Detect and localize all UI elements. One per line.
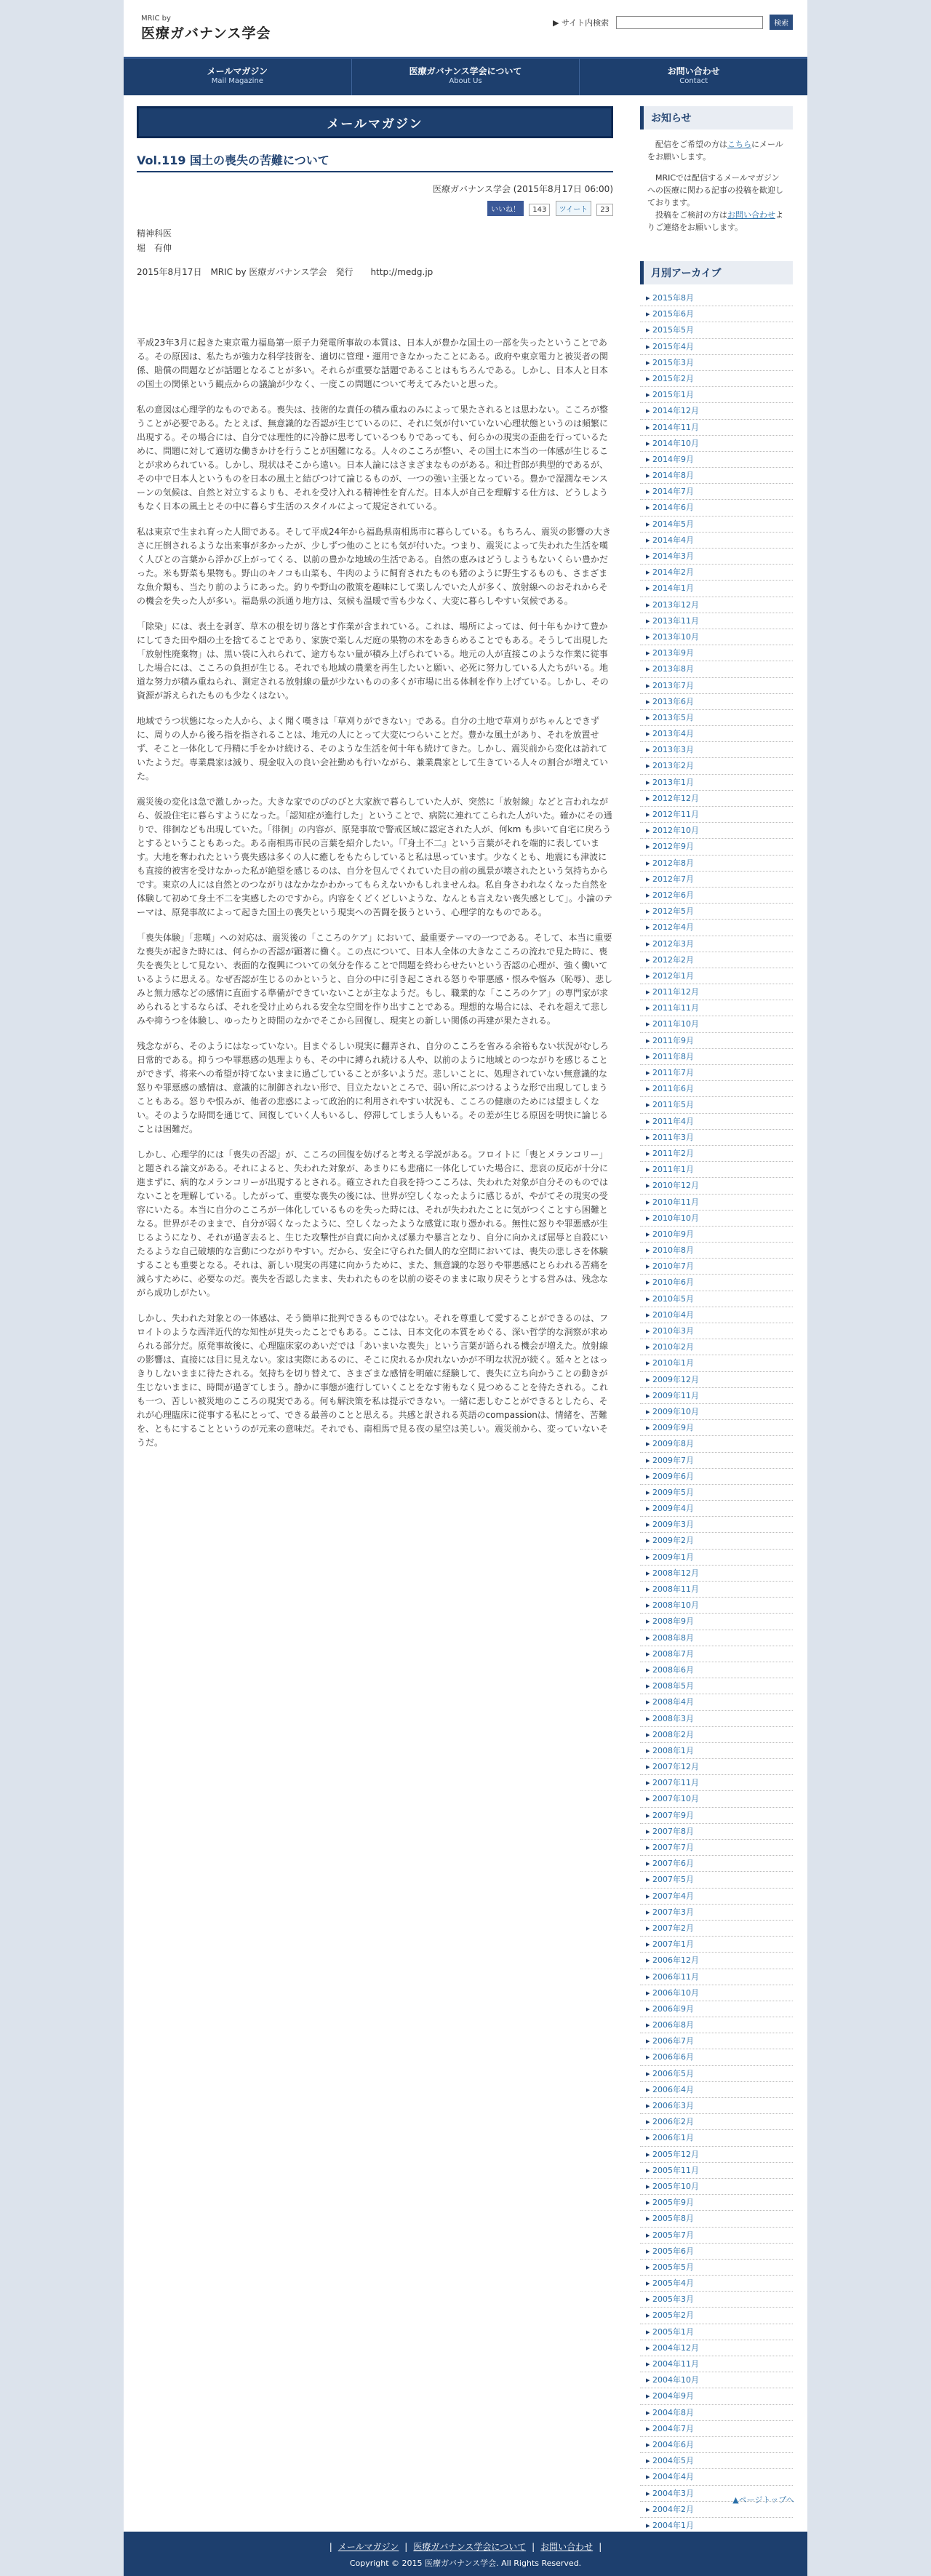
archive-link[interactable]: ▸ 2010年11月: [640, 1195, 793, 1211]
archive-link[interactable]: ▸ 2015年2月: [640, 371, 793, 387]
archive-link[interactable]: ▸ 2012年4月: [640, 920, 793, 936]
archive-link[interactable]: ▸ 2006年11月: [640, 1969, 793, 1985]
archive-link[interactable]: ▸ 2007年10月: [640, 1791, 793, 1807]
archive-link[interactable]: ▸ 2005年6月: [640, 2244, 793, 2260]
archive-link[interactable]: ▸ 2007年1月: [640, 1937, 793, 1953]
archive-link[interactable]: ▸ 2006年9月: [640, 2001, 793, 2017]
notice-text: MRICでは配信するメールマガジンへの医療に関わる記事の投稿を歓迎しております。: [647, 173, 783, 207]
archive-link[interactable]: ▸ 2012年10月: [640, 823, 793, 839]
nav-item-about[interactable]: [352, 59, 580, 95]
archive-link[interactable]: ▸ 2010年4月: [640, 1307, 793, 1323]
archive-link[interactable]: ▸ 2012年11月: [640, 807, 793, 823]
archive-link[interactable]: ▸ 2005年7月: [640, 2228, 793, 2244]
archive-link[interactable]: ▸ 2012年3月: [640, 936, 793, 952]
archive-link[interactable]: ▸ 2009年5月: [640, 1485, 793, 1501]
nav-item-label: お問い合わせ: [667, 66, 720, 76]
tweet-button[interactable]: ツイート: [556, 201, 592, 216]
archive-link[interactable]: ▸ 2007年9月: [640, 1808, 793, 1824]
archive-link[interactable]: ▸ 2011年5月: [640, 1097, 793, 1113]
article-paragraph: 残念ながら、そのようにはなっていない。目まぐるしい現実に翻弄され、自分のこころを省みる余裕もない状況がむしろ日常的である。抑うつや罪悪感の処理よりも、その中に縛られ続ける人や、以前のように地域とのつながりを感じることができず、将来への希望が持てないままに過ごしていることが多いようだ。悲しいことに、処理されていない無意識的な怒りや罪悪感の感情は、意識的に制御されない形で、目立たないところで、弱い所にぶつけるような形で出現してしまうこともある。怒りや恨みが、他者の悲惑によって政治的に利用されやすい状況も、こころの健康のためには望ましくない。そのような時間を通じて、回復していく人もいるし、停滞してしまう人もいる。その差が生じる原因を明快に論じることは困難だ。: [137, 1041, 609, 1134]
archive-link[interactable]: ▸ 2013年11月: [640, 613, 793, 629]
notice-block: [640, 129, 793, 242]
archive-link[interactable]: ▸ 2008年4月: [640, 1694, 793, 1710]
nav-item-label: メールマガジン: [207, 66, 268, 76]
archive-link[interactable]: ▸ 2014年8月: [640, 468, 793, 484]
archive-link[interactable]: ▸ 2006年1月: [640, 2130, 793, 2146]
archive-link[interactable]: ▸ 2011年6月: [640, 1081, 793, 1097]
archive-link[interactable]: ▸ 2008年10月: [640, 1598, 793, 1614]
footer-link-mail-magazine[interactable]: メールマガジン: [337, 2542, 399, 2552]
article-paragraph: 私の意図は心理学的なものである。喪失は、技術的な責任の積み重ねのみによって果たされるとは思わない。こころが整うことが必要である。たとえば、無意識的な否認が生じているのに、それに気が付いていない心理状態というのは頻繁に出現する。その場合には、自分では理性的に冷静に思考しているつもりであっても、何らかの現実の歪曲を行っているために、問題に対して適切な働きかけを行うことが困難になる。人々のこころが整い、その国土に本当の一体感が生じることが求められている。しかし、現状はそこから遠い。日本人論にはさまざまなものがある。和辻哲郎が典型的であるが、その中で日本人というものを日本の風土と結びつけて論じるものが、一つの強い主張となっている。豊かで湿潤なモンスーンの気候は、自然と対立するよりも、それを受け入れる精神性を育んだ。日本人が自己を理解する仕方は、どうしようもなく日本の風土とその中に暮らす生活のスタイルによって規定されている。: [137, 404, 609, 511]
archive-link[interactable]: ▸ 2007年12月: [640, 1759, 793, 1775]
archive-link[interactable]: ▸ 2004年1月: [640, 2518, 793, 2534]
archive-link[interactable]: ▸ 2014年4月: [640, 533, 793, 549]
notice-contact: [647, 209, 786, 234]
nav-item-contact[interactable]: [580, 59, 807, 95]
notice-text: 配信をご希望の方は: [655, 140, 727, 149]
notice-text: よりご連絡をお願いします。: [647, 210, 783, 232]
archive-link[interactable]: ▸ 2009年9月: [640, 1420, 793, 1436]
archive-link[interactable]: ▸ 2004年6月: [640, 2437, 793, 2453]
archive-link[interactable]: ▸ 2013年1月: [640, 775, 793, 791]
nav-item-mail-magazine[interactable]: [124, 59, 352, 95]
archive-link[interactable]: ▸ 2014年10月: [640, 436, 793, 452]
archive-link[interactable]: ▸ 2008年12月: [640, 1566, 793, 1582]
archive-link[interactable]: ▸ 2012年12月: [640, 791, 793, 807]
nav-item-sublabel: Mail Magazine: [211, 77, 263, 85]
search-button[interactable]: 検索: [770, 15, 793, 30]
archive-link[interactable]: ▸ 2007年2月: [640, 1921, 793, 1937]
archive-link[interactable]: ▸ 2008年8月: [640, 1630, 793, 1646]
archive-link[interactable]: ▸ 2008年6月: [640, 1662, 793, 1678]
logo-title: 医療ガバナンス学会: [141, 25, 271, 41]
archive-link[interactable]: ▸ 2008年3月: [640, 1711, 793, 1727]
archive-link[interactable]: ▸ 2005年9月: [640, 2195, 793, 2211]
archive-link[interactable]: ▸ 2015年1月: [640, 387, 793, 403]
notice-heading: お知らせ: [640, 106, 793, 129]
archive-link[interactable]: ▸ 2015年6月: [640, 306, 793, 322]
archive-link[interactable]: ▸ 2013年5月: [640, 710, 793, 726]
archive-link[interactable]: ▸ 2009年7月: [640, 1453, 793, 1469]
copyright: Copyright © 2015 医療ガバナンス学会. All Rights Reserved.: [349, 2559, 582, 2568]
archive-link[interactable]: ▸ 2012年7月: [640, 872, 793, 888]
archive-link[interactable]: ▸ 2011年2月: [640, 1146, 793, 1162]
nav-item-sublabel: Contact: [679, 77, 708, 85]
archive-link[interactable]: ▸ 2009年8月: [640, 1436, 793, 1452]
archive-link[interactable]: ▸ 2011年8月: [640, 1049, 793, 1065]
nav-item-sublabel: About Us: [449, 77, 482, 85]
archive-link[interactable]: ▸ 2004年5月: [640, 2453, 793, 2469]
article-paragraph: 私は東京で生まれ育った人間である。そして平成24年から福島県南相馬市に暮らしている。もちろん、震災の影響の大きさに圧倒されるような出来事が多かったが、少しずつ他のことにも気が付いた。つまり、震災によって失われた生活を嘆く人びとの言葉から浮かび上がってくる、以前の豊かな地域の生活である。自然の恵みはどうしようもないくらい豊かだった。米も野菜も果物も。野山のキノコも山菜も、牛肉のように飼育されたものも猪のように野生するものも、さまざまな魚介類も、当たり前のようにあった。釣りや野山の散策を趣味にして楽しんでいた人が多く、放射線へのおそれからその機会を失った人が多い。福島県の浜通り地方は、気候も温暖で雪も少なく、大変に暮らしやすい気候である。: [137, 527, 611, 606]
footer-links: | メールマガジン | 医療ガバナンス学会について | お問い合わせ |: [329, 2542, 602, 2552]
archive-link[interactable]: ▸ 2015年3月: [640, 355, 793, 371]
article-paragraph: 地域でうつ状態になった人から、よく聞く嘆きは「草刈りができない」である。自分の土地で草刈りがちゃんとできずに、周りの人から後ろ指を指されることは、地元の人にとって大変につらいことだ。豊かな風土があり、それを放置せず、そこと一体化して丹精に手をかけ続ける、そのような生活を何十年も続けてきた。しかし、震災前から変化は訪れていたようだ。専業農家は減り、現金収入の良い会社勤めも行いながら、兼業農家として生きている人々の割合が増えていた。: [137, 716, 609, 781]
footer-link-contact[interactable]: お問い合わせ: [540, 2542, 594, 2552]
article-body: [137, 336, 613, 1450]
notice-text: にメールをお願いします。: [647, 140, 783, 162]
subscribe-link[interactable]: こちら: [727, 140, 751, 149]
archive-link[interactable]: ▸ 2007年7月: [640, 1840, 793, 1856]
archive-link[interactable]: ▸ 2005年10月: [640, 2179, 793, 2195]
archive-link[interactable]: ▸ 2006年2月: [640, 2114, 793, 2130]
search-label: ▶ サイト内検索: [553, 17, 610, 28]
archive-link[interactable]: ▸ 2012年2月: [640, 952, 793, 968]
like-count: 143: [529, 204, 550, 216]
archive-link[interactable]: ▸ 2008年7月: [640, 1646, 793, 1662]
search-input[interactable]: [616, 16, 763, 29]
archive-link[interactable]: ▸ 2014年1月: [640, 581, 793, 597]
archive-link[interactable]: ▸ 2015年5月: [640, 322, 793, 338]
archive-link[interactable]: ▸ 2007年3月: [640, 1905, 793, 1921]
archive-link[interactable]: ▸ 2013年8月: [640, 661, 793, 677]
article-paragraph: 平成23年3月に起きた東京電力福島第一原子力発電所事故の本質は、日本人が豊かな国土の一部を失ったということである。その原因は、私たちが強力な科学技術を、適切に管理・運用できなかったことにある。政府や東京電力と被災者の関係、賠償の問題などが話題となることが多い。それらが重要な話題であることはもちろんである。しかし、日本人と日本の国土の関係という観点からの議論が少なく、一度この問題について考えてみたいと思った。: [137, 338, 609, 389]
author-name: 堀 有伸: [137, 243, 172, 253]
social-buttons: [137, 201, 613, 216]
archive-link[interactable]: ▸ 2008年9月: [640, 1614, 793, 1630]
archive-link[interactable]: ▸ 2005年11月: [640, 2163, 793, 2179]
archive-link[interactable]: ▸ 2014年9月: [640, 452, 793, 468]
archive-link[interactable]: ▸ 2011年1月: [640, 1162, 793, 1178]
notice-submission: [647, 172, 786, 209]
notice-text: 投稿をご検討の方は: [655, 210, 727, 220]
archive-link[interactable]: ▸ 2008年5月: [640, 1678, 793, 1694]
archive-link[interactable]: ▸ 2004年10月: [640, 2372, 793, 2388]
archive-link[interactable]: ▸ 2005年8月: [640, 2211, 793, 2227]
archive-link[interactable]: ▸ 2005年2月: [640, 2308, 793, 2324]
archive-link[interactable]: ▸ 2013年7月: [640, 678, 793, 694]
archive-link[interactable]: ▸ 2010年6月: [640, 1275, 793, 1291]
article-paragraph: しかし、心理学的には「喪失の否認」が、こころの回復を妨げると考える学説がある。フロイトに「喪とメランコリー」と題される論文がある。それによると、失われた対象が、あまりにも悲痛に一体化していた場合に、悲哀の反応が十分に進まずに、病的なメランコリーが出現するとされる。確立された自我を持つこころは、失われた対象が自分そのものではないことを理解している。したがって、重要な喪失の後には、世界が空しくなったように感じるが、やがてその現実の受容にいたる。本当に自分のこころが一体化しているものを失った時には、それが失われたことに気がつくことすら困難となる。世界がそのままで、自分が弱くなったように、空しくなったような感覚に取り憑かれる。無性に怒りや罪悪感が生じるようになり、それが過ぎ去ると、生じた攻撃性が自責に向かえば暴力や暴言となり、自分に向かえば屈辱と自殺にいたるような自己破壊的な言動につながりやすい。だから、安全に守られた個人的な空間においては、喪失の悲しさを体験することも重要となる。それは、新しい現実の再建に向かうために、また、無意識的な怒りや罪悪感にとらわれる苦痛を減らすために、必要なのだ。喪失を否認したまま、失われたものを以前の姿そのままに取り戻そうとする営みは、残念ながら成功しがたい。: [137, 1149, 609, 1298]
archive-link[interactable]: ▸ 2011年7月: [640, 1065, 793, 1081]
archive-link[interactable]: ▸ 2009年12月: [640, 1372, 793, 1388]
page-top-link[interactable]: ▲ページトップへ: [732, 2495, 794, 2505]
archive-link[interactable]: ▸ 2010年5月: [640, 1291, 793, 1307]
archive-link[interactable]: ▸ 2014年7月: [640, 484, 793, 500]
archive-link[interactable]: ▸ 2012年6月: [640, 888, 793, 904]
article-meta: 医療ガバナンス学会 (2015年8月17日 06:00): [432, 184, 613, 194]
archive-link[interactable]: ▸ 2010年9月: [640, 1227, 793, 1243]
tweet-count: 23: [596, 204, 613, 216]
site-search: [553, 15, 793, 30]
author-role: 精神科医: [137, 228, 172, 239]
archive-link[interactable]: ▸ 2012年9月: [640, 839, 793, 855]
article-dateline: 2015年8月17日 MRIC by 医療ガバナンス学会 発行 http://medg.jp: [137, 267, 433, 277]
page: [124, 0, 807, 2576]
archive-link[interactable]: ▸ 2004年4月: [640, 2469, 793, 2485]
article-paragraph: 「除染」には、表土を剥ぎ、草木の根を切り落とす作業が含まれている。これは、場所によっては、何十年もかけて豊かにしてきた田や畑の土を捨てることであり、家族で楽しんだ庭の果物の木をあきらめることでもある。そうして出現した「放射性廃棄物」は、黒い袋に入れられて、途方もない量が積み上げられている。地元の人が直接このような作業に従事した場合には、こころの負担が生じる。それでも地域の農業を再生したいと願い、必死に努力している人たちがいる。地道な努力が積み重ねられ、測定される放射線の量が少ないものの多くが市場に出る体制を作り上げている。しかし、その資源が訴えられたものも少なくはない。: [137, 621, 609, 701]
article-paragraph: 震災後の変化は急で激しかった。大きな家でのびのびと大家族で暮らしていた人が、突然に「放射線」などと言われながら、仮設住宅に暮らすようになった。「認知症が進行した」ということで、病院に連れてこられた人がいた。確かにその通りで、徘徊なども出現していた。「徘徊」の内容が、原発事故で警戒区域に認定された人が、何km も歩いて自宅に戻ろうとするということもあった。ある南相馬市民の言葉を紹介したい。「『身土不二』という言葉がそれを端的に表しています。大地を奪われたという喪失感は多くの人に癒しをもたらしていると私は思っています。少なくとも、地震にも津波にも直接的被害を受けなかった私が絶望を感じるのは、自分を包んでくれていた目の前の風景が壊されたという気持ちからです。東京の人には自然とのつながりはなかなかわかってもらえないかもしれませんね。私自身さわれなくなった自然を体験して初めて身土不二を実感したのですから。内容をくどくどしいような、なんとも言えない喪失感として」。小論のテーマは、原発事故によって起きた国土の喪失という現実への苦闘を扱うという、心理学的なものである。: [137, 797, 613, 917]
author-block: [137, 226, 613, 255]
archive-link[interactable]: ▸ 2009年4月: [640, 1501, 793, 1517]
contact-link[interactable]: お問い合わせ: [727, 210, 775, 220]
archive-link[interactable]: ▸ 2008年11月: [640, 1582, 793, 1598]
site-logo[interactable]: [141, 15, 271, 42]
archive-link[interactable]: ▸ 2008年1月: [640, 1743, 793, 1759]
archive-link[interactable]: ▸ 2005年3月: [640, 2292, 793, 2308]
archive-link[interactable]: ▸ 2013年12月: [640, 597, 793, 613]
archive-link[interactable]: ▸ 2010年10月: [640, 1211, 793, 1227]
archive-link[interactable]: ▸ 2011年11月: [640, 1000, 793, 1016]
archive-link[interactable]: ▸ 2010年2月: [640, 1339, 793, 1355]
archive-link[interactable]: ▸ 2004年2月: [640, 2502, 793, 2518]
archive-link[interactable]: ▸ 2004年9月: [640, 2388, 793, 2404]
archive-heading: 月別アーカイブ: [640, 261, 793, 284]
archive-link[interactable]: ▸ 2006年4月: [640, 2082, 793, 2098]
archive-link[interactable]: ▸ 2005年12月: [640, 2147, 793, 2163]
header: [124, 0, 807, 57]
archive-link[interactable]: ▸ 2013年2月: [640, 758, 793, 774]
archive-link[interactable]: ▸ 2010年1月: [640, 1355, 793, 1371]
archive-link[interactable]: ▸ 2011年10月: [640, 1016, 793, 1032]
archive-link[interactable]: ▸ 2009年2月: [640, 1533, 793, 1549]
archive-link[interactable]: ▸ 2013年4月: [640, 726, 793, 742]
archive-link[interactable]: ▸ 2006年10月: [640, 1985, 793, 2001]
archive-link[interactable]: ▸ 2009年1月: [640, 1550, 793, 1566]
archive-link[interactable]: ▸ 2011年12月: [640, 984, 793, 1000]
archive-link[interactable]: ▸ 2005年4月: [640, 2276, 793, 2292]
article-paragraph: しかし、失われた対象との一体感は、そう簡単に批判できるものではない。それを尊重して愛することができるのは、フロイトのような西洋近代的な知性が見失ったことでもある。ここは、日本文化の本質をめぐる、深い哲学的な洞察が求められる部分だ。原発事故後に、心理臨床家のあいだでは「あいまいな喪失」という言葉が語られる機会が増えた。放射線の影響は、直接には目に見えない。家は実際にあるのに、そこに戻れるか戻れないかが不明な状況が続く。延々ととはっきりしないままに待たされる。気持ちを切り替えて、さまざまな感情を明確に経験して、喪失に立ち向かうことの動きが生じないままに、時間が過ぎてしまう。静かに事態が進行していくことをなす術もなく見つめることを待たされる。これも一つ、苦しい被災地のこころの現実である。何も解決策を私は提示できない。一緒に悲しむことができるとしたら、それが心理臨床に従事する私にとって、できる最善のことと思える。共感と訳される英語のcompassionは、情緒を、苦難を、ともにすることというのが元来の意味だ。それでも、南相馬で見る夜の星空は美しい。震災前から、変っていないそうだ。: [137, 1313, 609, 1448]
footer: [124, 2532, 807, 2576]
nav-item-label: 医療ガバナンス学会について: [409, 66, 522, 76]
facebook-like-button[interactable]: いいね！: [487, 201, 524, 216]
archive-link[interactable]: ▸ 2014年6月: [640, 500, 793, 516]
archive-link[interactable]: ▸ 2006年5月: [640, 2066, 793, 2082]
archive-link[interactable]: ▸ 2009年6月: [640, 1469, 793, 1485]
global-nav: [124, 57, 807, 95]
archive-link[interactable]: ▸ 2006年12月: [640, 1953, 793, 1969]
archive-link[interactable]: ▸ 2014年12月: [640, 403, 793, 419]
archive-link[interactable]: ▸ 2010年3月: [640, 1323, 793, 1339]
archive-link[interactable]: ▸ 2011年4月: [640, 1114, 793, 1130]
archive-link[interactable]: ▸ 2010年7月: [640, 1259, 793, 1275]
notice-subscribe: [647, 138, 786, 163]
archive-link[interactable]: ▸ 2015年8月: [640, 290, 793, 306]
archive-link[interactable]: ▸ 2004年12月: [640, 2340, 793, 2356]
archive-link[interactable]: ▸ 2005年5月: [640, 2260, 793, 2276]
archive-link[interactable]: ▸ 2012年8月: [640, 856, 793, 872]
archive-link[interactable]: ▸ 2014年5月: [640, 517, 793, 533]
archive-link[interactable]: ▸ 2007年5月: [640, 1872, 793, 1888]
archive-link[interactable]: ▸ 2007年8月: [640, 1824, 793, 1840]
archive-link[interactable]: ▸ 2007年4月: [640, 1889, 793, 1905]
archive-link[interactable]: ▸ 2006年8月: [640, 2017, 793, 2033]
archive-link[interactable]: ▸ 2015年4月: [640, 339, 793, 355]
archive-link[interactable]: ▸ 2014年11月: [640, 420, 793, 436]
archive-link[interactable]: ▸ 2006年3月: [640, 2098, 793, 2114]
archive-link[interactable]: ▸ 2014年2月: [640, 565, 793, 581]
archive-link[interactable]: ▸ 2007年11月: [640, 1775, 793, 1791]
article-title: Vol.119 国土の喪失の苦難について: [137, 151, 613, 172]
archive-link[interactable]: ▸ 2013年10月: [640, 629, 793, 645]
archive-link[interactable]: ▸ 2004年11月: [640, 2356, 793, 2372]
archive-link[interactable]: ▸ 2013年6月: [640, 694, 793, 710]
archive-link[interactable]: ▸ 2004年8月: [640, 2405, 793, 2421]
archive-link[interactable]: ▸ 2004年7月: [640, 2421, 793, 2437]
archive-link[interactable]: ▸ 2009年11月: [640, 1388, 793, 1404]
archive-link[interactable]: ▸ 2005年1月: [640, 2324, 793, 2340]
archive-link[interactable]: ▸ 2012年1月: [640, 968, 793, 984]
article-paragraph: 「喪失体験」「悲嘆」への対応は、震災後の「こころのケア」において、最重要テーマの一つである。そして、本当に重要な喪失が起きた時には、何らかの否認が顕著に働く。この点について、日本人全体の大きなこころの流れで見た時に、喪失を喪失として見ない、表面的な復興についての気分を作ることで問題を終わらせたいという否認の心理が、強く働いているように思える。なぜ否認が生じるのかというと、自分の中に引き起こされる怒りや罪悪感・恨みや悩み（恥辱）、悲しみと無力感などの感情に直面する準備ができていないことが主なようだ。もし、職業的な「こころのケア」の専門家が求められるとするならば、それを受け止められる安全な空間を作り出すことである。理想的な場合には、それを超えて悲しみや抑うつを体験し、ゆったりと時間のなかでそこから回復し、現実との新しい関係の再建が果たされる。: [137, 933, 613, 1026]
archive-link[interactable]: ▸ 2011年9月: [640, 1033, 793, 1049]
archive-link[interactable]: ▸ 2009年3月: [640, 1517, 793, 1533]
archive-link[interactable]: ▸ 2006年6月: [640, 2049, 793, 2065]
archive-link[interactable]: ▸ 2008年2月: [640, 1727, 793, 1743]
archive-link[interactable]: ▸ 2009年10月: [640, 1404, 793, 1420]
archive-link[interactable]: ▸ 2011年3月: [640, 1130, 793, 1146]
main-content: [137, 106, 613, 1462]
sidebar: [640, 106, 793, 2534]
archive-list: [640, 290, 793, 2534]
archive-link[interactable]: ▸ 2013年3月: [640, 742, 793, 758]
archive-link[interactable]: ▸ 2012年5月: [640, 904, 793, 920]
archive-link[interactable]: ▸ 2013年9月: [640, 645, 793, 661]
archive-link[interactable]: ▸ 2010年12月: [640, 1178, 793, 1194]
archive-link[interactable]: ▸ 2004年3月: [640, 2486, 793, 2502]
archive-link[interactable]: ▸ 2006年7月: [640, 2033, 793, 2049]
footer-link-about[interactable]: 医療ガバナンス学会について: [413, 2542, 527, 2552]
section-banner: メールマガジン: [137, 106, 613, 138]
archive-link[interactable]: ▸ 2014年3月: [640, 549, 793, 565]
archive-link[interactable]: ▸ 2007年6月: [640, 1856, 793, 1872]
archive-link[interactable]: ▸ 2010年8月: [640, 1243, 793, 1259]
logo-small-text: MRIC by: [141, 15, 171, 23]
